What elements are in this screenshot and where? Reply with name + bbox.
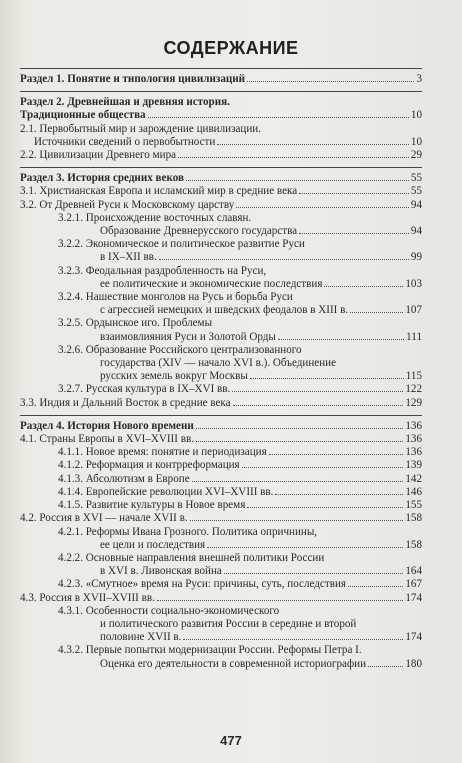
toc-line [20, 658, 422, 671]
toc-entry-title: 3.2.6. Образование Российского централизованного [58, 343, 302, 356]
toc-page-number: 158 [405, 512, 422, 525]
toc-entry-title: 4.2.3. «Смутное» время на Руси: причины, суть, последствия [58, 578, 346, 591]
toc-entry-title: Традиционные общества [20, 109, 146, 122]
toc-page-number: 115 [405, 370, 422, 383]
dot-leader [324, 286, 403, 287]
toc-entry-title: русских земель вокруг Москвы [100, 370, 248, 383]
dot-leader [217, 144, 409, 145]
dot-leader [269, 454, 404, 455]
toc-page-number: 136 [405, 433, 422, 446]
toc-line [20, 136, 422, 149]
toc-page-number: 158 [405, 538, 422, 551]
toc-line [20, 473, 422, 486]
dot-leader [190, 520, 404, 521]
toc-entry-title: половине XVII в. [100, 631, 182, 644]
toc-page-number: 167 [405, 578, 422, 591]
toc-entry-title: 4.3. Россия в XVII–XVIII вв. [20, 591, 155, 604]
toc-line [20, 433, 422, 446]
toc-line [20, 331, 422, 344]
toc-section [20, 96, 422, 162]
toc-entry-title: 4.1.1. Новое время: понятие и периодизация [58, 446, 267, 459]
toc-page-number: 55 [410, 172, 422, 185]
toc-entry-title: и политического развития России в середине и второй [100, 617, 357, 630]
toc-line [20, 578, 422, 591]
toc-page-number: 55 [410, 185, 422, 198]
dot-leader [186, 180, 409, 181]
toc-page-number: 107 [405, 304, 422, 317]
toc-line [20, 565, 422, 578]
toc-page-number: 142 [405, 472, 422, 485]
dot-leader [157, 600, 403, 601]
dot-leader [159, 259, 409, 260]
dot-leader [148, 117, 409, 118]
toc-page-number: 111 [406, 330, 422, 343]
dot-leader [178, 157, 409, 158]
toc-line [20, 199, 422, 212]
toc-line [20, 631, 422, 644]
page-title: СОДЕРЖАНИЕ [163, 38, 299, 58]
toc-entry-title: 4.2.1. Реформы Ивана Грозного. Политика опричнины, [58, 525, 318, 538]
toc-page-number: 10 [410, 135, 422, 148]
toc-line [20, 73, 422, 86]
section-divider [20, 68, 422, 69]
toc-entry-title: государства (XIV — начало XVI в.). Объединение [100, 357, 337, 370]
toc-entry-title: 3.2.1. Происхождение восточных славян. [58, 211, 252, 224]
toc-page-number: 99 [410, 251, 422, 264]
toc-page-number: 139 [405, 459, 422, 472]
toc-line [20, 592, 422, 605]
toc-entry-title: 3.2.3. Феодальная раздробленность на Руси, [58, 264, 267, 277]
toc-entry-title: 4.2.2. Основные направления внешней политики России [58, 551, 325, 564]
toc-entry-title: 4.1.3. Абсолютизм в Европе [58, 472, 190, 485]
toc-entry-title: 3.2.4. Нашествие монголов на Русь и борьба Руси [58, 291, 293, 304]
toc-entry-title: 2.2. Цивилизации Древнего мира [20, 149, 177, 162]
dot-leader [232, 391, 403, 392]
toc-section [20, 172, 422, 410]
toc-line [20, 486, 422, 499]
dot-leader [348, 586, 403, 587]
toc-entry-title: 4.3.1. Особенности социально-экономического [58, 604, 280, 617]
toc-entry-title: 2.1. Первобытный мир и зарождение цивилизации. [20, 122, 261, 135]
toc-entry-title: ее политические и экономические последствия [100, 277, 323, 290]
toc-page-number: 129 [405, 396, 422, 409]
toc-entry-title: Раздел 2. Древнейшая и древняя история. [20, 96, 230, 109]
toc-page-number: 174 [405, 631, 422, 644]
dot-leader [250, 378, 404, 379]
dot-leader [196, 441, 403, 442]
toc-page-number: 94 [410, 198, 422, 211]
dot-leader [368, 666, 403, 667]
toc-page-number: 180 [405, 657, 422, 670]
toc-page-number: 155 [405, 499, 422, 512]
toc-page-number: 136 [405, 419, 422, 432]
dot-leader [247, 507, 403, 508]
toc-page-number: 164 [405, 565, 422, 578]
toc-entry-title: 4.1.5. Развитие культуры в Новое время [58, 499, 246, 512]
toc-entry-title: взаимовлияния Руси и Золотой Орды [100, 330, 276, 343]
toc-entry-title: Раздел 1. Понятие и типология цивилизаций [20, 73, 246, 85]
dot-leader [275, 494, 403, 495]
toc-entry-title: 4.3.2. Первые попытки модернизации России. Реформы Петра I. [58, 644, 362, 657]
section-divider [20, 167, 422, 168]
toc-line [20, 397, 422, 410]
toc-page-number: 103 [405, 277, 422, 290]
dot-leader [350, 312, 403, 313]
toc-page-number: 146 [405, 485, 422, 498]
toc-entry-title: 3.1. Христианская Европа и исламский мир в средние века [20, 185, 298, 198]
toc-entry-title: 3.2.5. Ордынское иго. Проблемы [58, 317, 213, 330]
toc-entry-title: 4.1.4. Европейские революции XVI–XVIII вв. [58, 485, 274, 498]
toc-entry-title: 3.2.2. Экономическое и политическое развитие Руси [58, 238, 305, 251]
toc-line [20, 459, 422, 472]
toc-entry-title: 4.2. Россия в XVI — начале XVII в. [20, 512, 188, 525]
toc-entry-title: 4.1.2. Реформация и контрреформация [58, 459, 240, 472]
toc-page-number: 94 [410, 225, 422, 238]
page-number: 477 [220, 733, 242, 748]
toc-entry-title: в XVI в. Ливонская война [100, 565, 222, 578]
toc-entry-title: ее цели и последствия [100, 538, 206, 551]
section-divider [20, 415, 422, 416]
toc-entry-title: 3.2.7. Русская культура в IX–XVI вв. [58, 383, 231, 396]
toc-page-number: 29 [410, 149, 422, 162]
toc-line [20, 499, 422, 512]
toc-line [20, 370, 422, 383]
toc-entry-title: 4.1. Страны Европы в XVI–XVIII вв. [20, 433, 194, 446]
toc-line [20, 446, 422, 459]
toc-entry-title: Раздел 3. История средних веков [20, 172, 184, 185]
dot-leader [247, 81, 414, 82]
toc-entry-title: с агрессией немецких и шведских феодалов в XIII в. [100, 304, 349, 317]
toc-line [20, 420, 422, 433]
dot-leader [196, 428, 404, 429]
toc-entry-title: Раздел 4. История Нового времени [20, 419, 194, 432]
toc-line [20, 512, 422, 525]
dot-leader [233, 405, 404, 406]
toc-section [20, 73, 422, 86]
toc-page-number: 136 [405, 446, 422, 459]
dot-leader [278, 339, 404, 340]
dot-leader [236, 207, 409, 208]
toc-line [20, 304, 422, 317]
toc-line [20, 225, 422, 238]
dot-leader [299, 233, 409, 234]
toc-line [20, 185, 422, 198]
dot-leader [299, 193, 409, 194]
dot-leader [183, 639, 403, 640]
toc-entry-title: 3.3. Индия и Дальний Восток в средние века [20, 396, 231, 409]
dot-leader [224, 573, 404, 574]
toc-section [20, 420, 422, 671]
toc-line [20, 539, 422, 552]
toc-page-number: 10 [410, 109, 422, 122]
toc-line [20, 149, 422, 162]
toc-entry-title: Источники сведений о первобытности [34, 135, 216, 148]
toc-page-number: 174 [405, 591, 422, 604]
toc-page-number: 3 [416, 73, 422, 85]
toc-entry-title: Оценка его деятельности в современной историографии [100, 657, 367, 670]
toc-entry-title: Образование Древнерусского государства [100, 225, 298, 238]
toc-entry-title: 3.2. От Древней Руси к Московскому царству [20, 198, 235, 211]
dot-leader [207, 547, 403, 548]
dot-leader [192, 481, 404, 482]
toc-line [20, 172, 422, 185]
dot-leader [242, 467, 404, 468]
section-divider [20, 91, 422, 92]
toc-line [20, 251, 422, 264]
toc-line [20, 278, 422, 291]
toc-entry-title: в IX–XII вв. [100, 251, 157, 264]
table-of-contents [20, 68, 422, 671]
toc-line [20, 383, 422, 396]
toc-page-number: 122 [405, 383, 422, 396]
toc-line [20, 109, 422, 122]
